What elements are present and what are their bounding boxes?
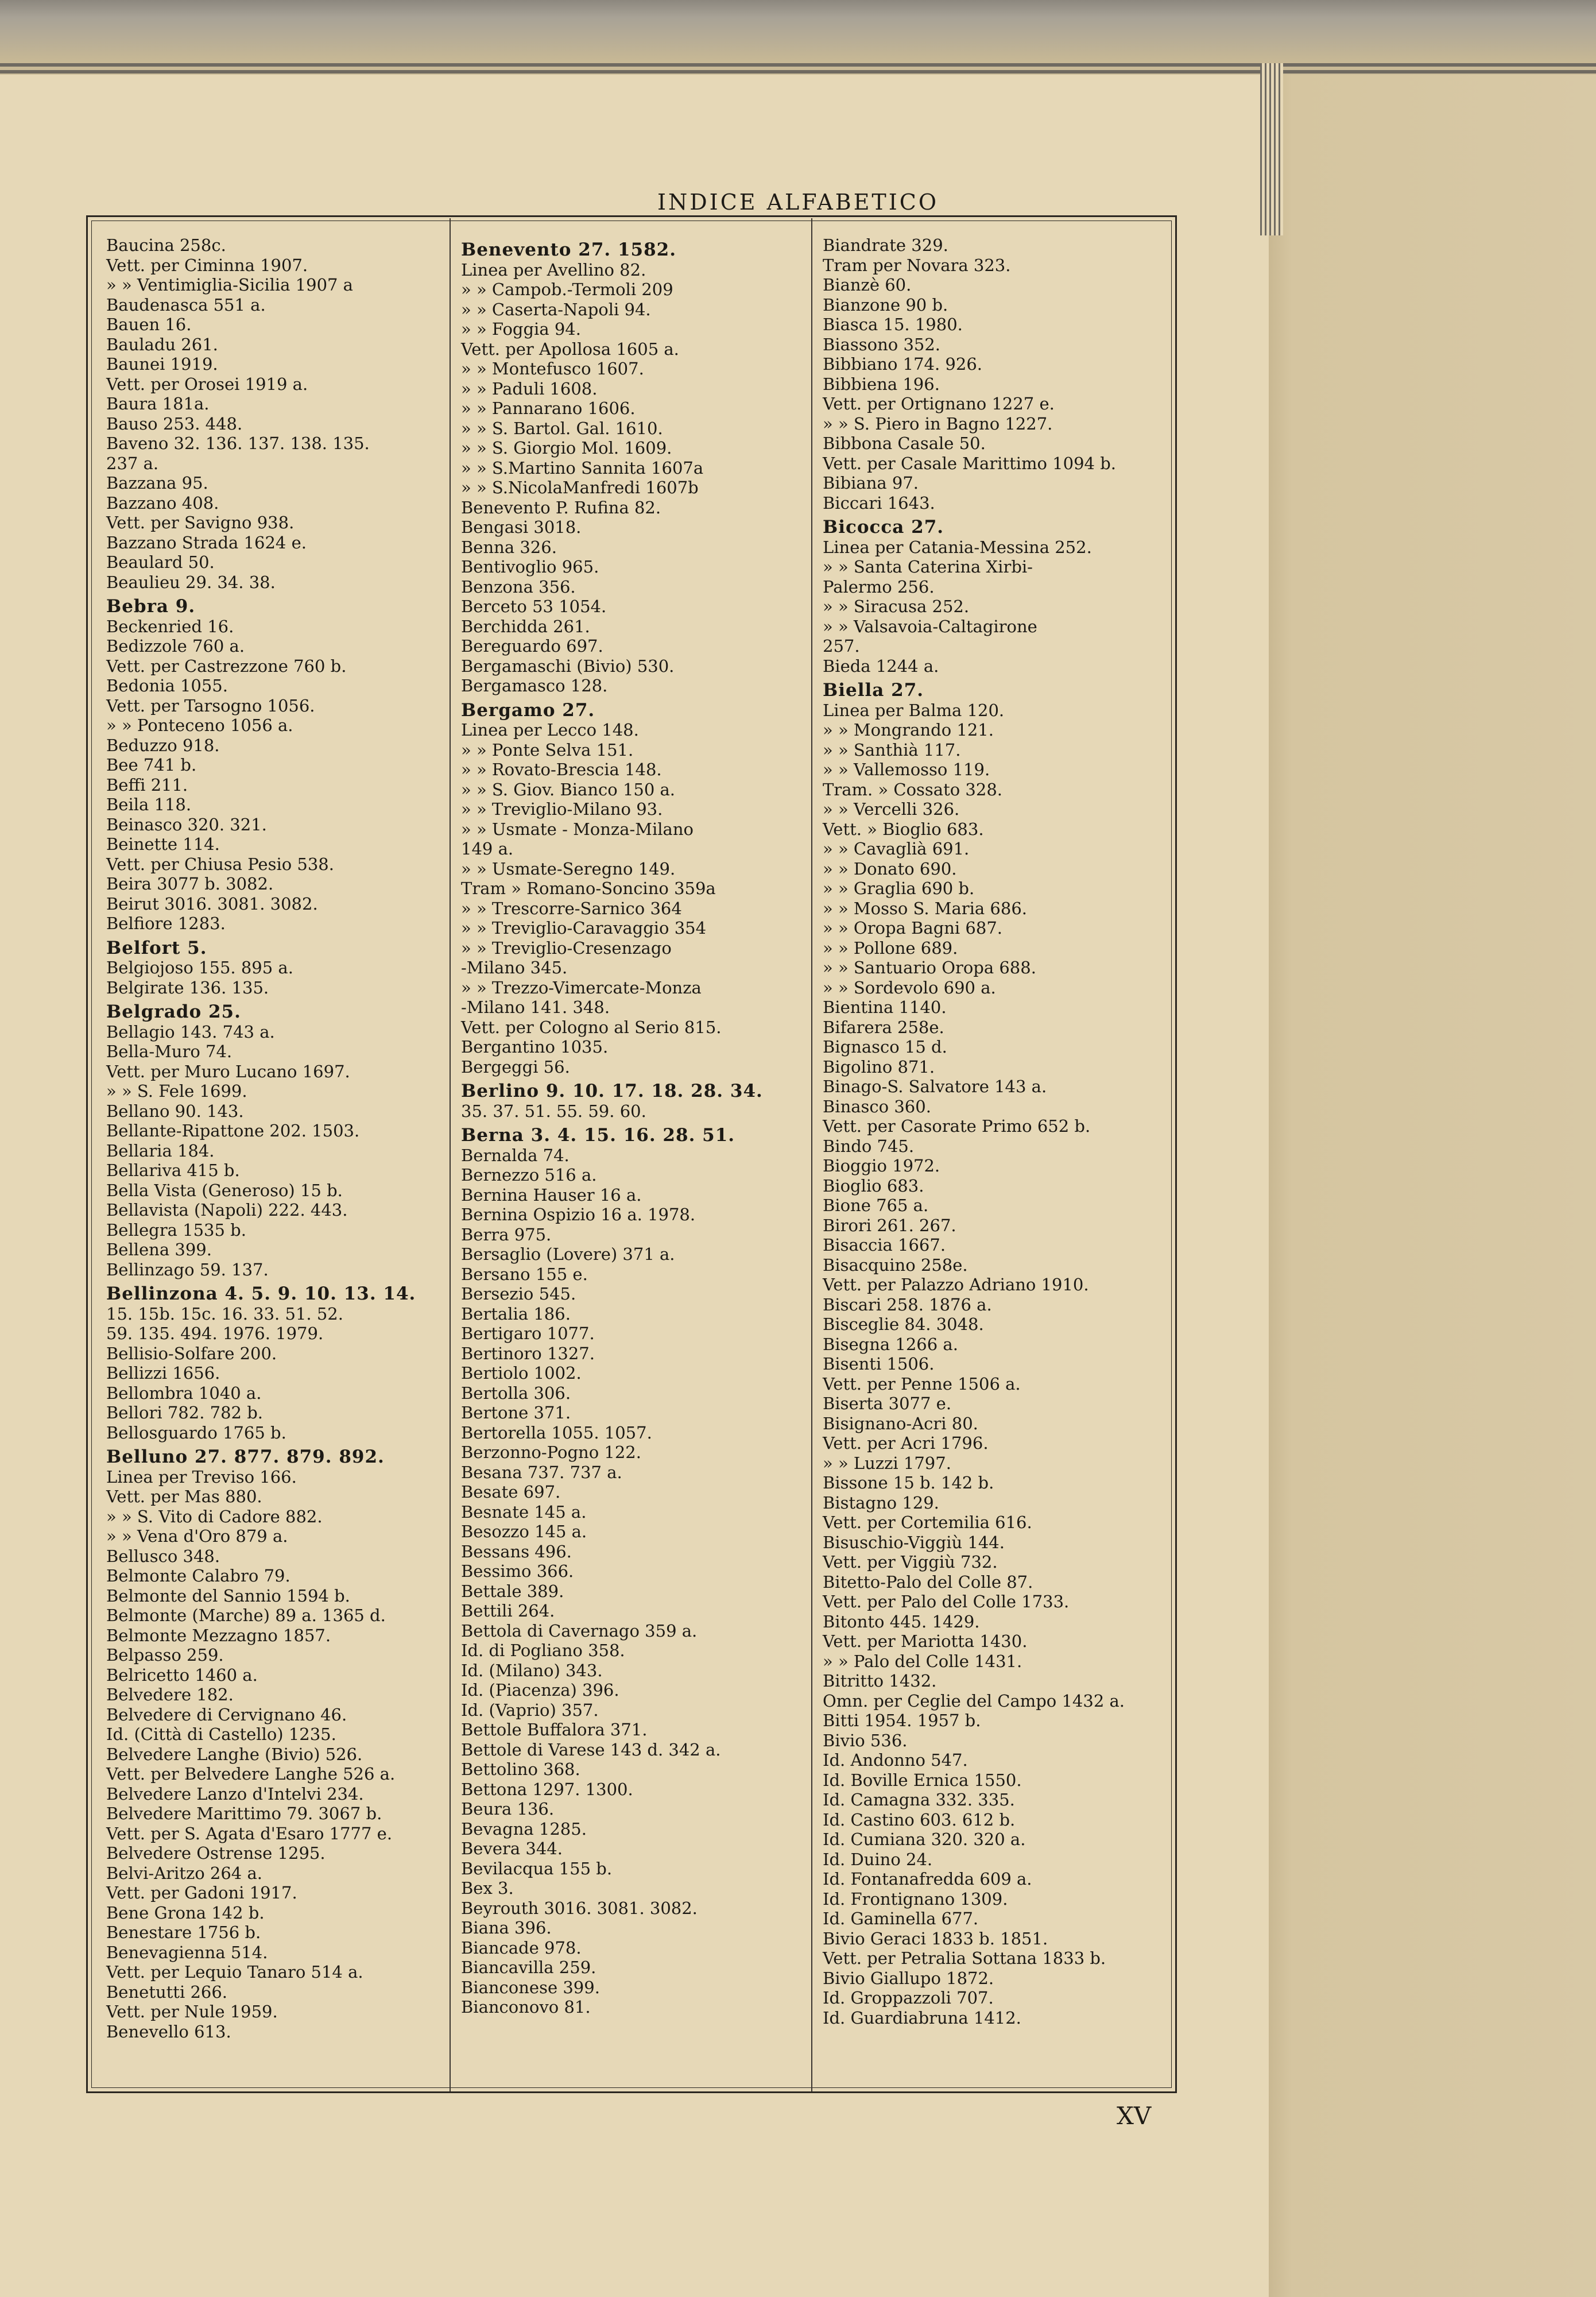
index-entry: Bistagno 129. <box>823 1492 939 1513</box>
index-entry: Bellosguardo 1765 b. <box>106 1422 286 1443</box>
index-entry: Tram per Novara 323. <box>823 255 1011 275</box>
index-entry: Belvedere Lanzo d'Intelvi 234. <box>106 1784 364 1804</box>
index-entry: Vett. per Acri 1796. <box>823 1433 989 1453</box>
index-entry: Bitetto-Palo del Colle 87. <box>823 1572 1033 1592</box>
index-entry: » » S.Martino Sannita 1607a <box>461 458 704 478</box>
index-entry: Vett. per Nule 1959. <box>106 2002 278 2021</box>
index-entry: Bevera 344. <box>461 1839 563 1858</box>
index-entry: Belvedere di Cervignano 46. <box>106 1704 347 1724</box>
index-entry: Berra 975. <box>461 1224 552 1244</box>
index-entry: Benevello 613. <box>106 2021 231 2041</box>
index-entry: Belvedere Langhe (Bivio) 526. <box>106 1744 363 1764</box>
index-entry: Vett. » Bioglio 683. <box>823 819 984 839</box>
index-entry: 237 a. <box>106 453 159 473</box>
index-entry: Bettale 389. <box>461 1581 564 1601</box>
index-entry: Beinasco 320. 321. <box>106 814 267 834</box>
index-entry: Bernina Ospizio 16 a. 1978. <box>461 1205 696 1224</box>
index-entry: » » S. Giorgio Mol. 1609. <box>461 438 672 458</box>
index-entry: Beira 3077 b. 3082. <box>106 874 274 894</box>
index-entry: » » Usmate-Seregno 149. <box>461 859 676 879</box>
index-entry: Id. (Città di Castello) 1235. <box>106 1724 336 1744</box>
index-entry: Vett. per Lequio Tanaro 514 a. <box>106 1962 363 1982</box>
index-entry: Berceto 53 1054. <box>461 597 607 616</box>
index-entry: Bellavista (Napoli) 222. 443. <box>106 1200 348 1220</box>
index-entry: Birori 261. 267. <box>823 1215 956 1235</box>
index-entry: Bicocca 27. <box>823 517 944 537</box>
index-entry: Linea per Balma 120. <box>823 700 1005 720</box>
index-entry: Id. Castino 603. 612 b. <box>823 1809 1016 1830</box>
index-entry: Id. Groppazzoli 707. <box>823 1988 994 2008</box>
index-entry: Bellusco 348. <box>106 1546 220 1566</box>
index-entry: Binasco 360. <box>823 1096 931 1116</box>
index-entry: Belfiore 1283. <box>106 914 226 933</box>
index-entry: Bernezzo 516 a. <box>461 1165 597 1185</box>
page-header <box>0 190 1596 215</box>
index-entry: » » Trescorre-Sarnico 364 <box>461 898 682 918</box>
index-entry: » » Paduli 1608. <box>461 378 598 399</box>
index-entry: Bersano 155 e. <box>461 1264 588 1284</box>
index-entry: -Milano 141. 348. <box>461 997 610 1017</box>
index-entry: 35. 37. 51. 55. 59. 60. <box>461 1101 646 1121</box>
index-entry: Bettole Buffalora 371. <box>461 1720 648 1739</box>
index-entry: Bellano 90. 143. <box>106 1101 244 1121</box>
index-entry: Beffi 211. <box>106 775 188 795</box>
index-entry: Bettona 1297. 1300. <box>461 1779 633 1799</box>
index-entry: Bindo 745. <box>823 1136 915 1156</box>
index-entry: Beirut 3016. 3081. 3082. <box>106 894 318 914</box>
index-entry: Id. Duino 24. <box>823 1849 933 1869</box>
index-entry: Vett. per Petralia Sottana 1833 b. <box>823 1948 1106 1968</box>
index-entry: Vett. per Gadoni 1917. <box>106 1883 297 1902</box>
index-entry: Vett. per Ciminna 1907. <box>106 255 308 275</box>
index-entry: Belmonte (Marche) 89 a. 1365 d. <box>106 1606 386 1625</box>
header-title: INDICE ALFABETICO <box>657 190 939 215</box>
index-entry: Belvedere Ostrense 1295. <box>106 1843 326 1863</box>
index-entry: Bettolino 368. <box>461 1760 580 1779</box>
index-entry: Bella-Muro 74. <box>106 1042 233 1061</box>
index-entry: Bella Vista (Generoso) 15 b. <box>106 1180 343 1200</box>
index-entry: Belfort 5. <box>106 937 207 958</box>
index-entry: Bellisio-Solfare 200. <box>106 1343 277 1363</box>
index-entry: Beckenried 16. <box>106 616 234 636</box>
index-entry: Besozzo 145 a. <box>461 1522 587 1541</box>
index-entry: Vett. per Penne 1506 a. <box>823 1374 1021 1394</box>
index-column-2 <box>461 235 797 2017</box>
index-entry: Benzona 356. <box>461 577 576 597</box>
index-entry: Binago-S. Salvatore 143 a. <box>823 1077 1047 1096</box>
index-entry: » » Graglia 690 b. <box>823 879 975 898</box>
index-entry: Vett. per Viggiù 732. <box>823 1552 998 1572</box>
index-entry: Id. (Vaprio) 357. <box>461 1700 599 1720</box>
index-entry: Baucina 258c. <box>106 235 226 255</box>
index-entry: Baura 181a. <box>106 394 210 413</box>
index-entry: Vett. per Savigno 938. <box>106 513 295 532</box>
index-entry: Palermo 256. <box>823 577 935 597</box>
index-entry: Bellante-Ripattone 202. 1503. <box>106 1121 360 1140</box>
index-entry: Bettili 264. <box>461 1601 555 1621</box>
index-entry: Baunei 1919. <box>106 354 218 374</box>
index-entry: Bisceglie 84. 3048. <box>823 1314 984 1334</box>
index-entry: Bertorella 1055. 1057. <box>461 1422 652 1443</box>
index-entry: Beura 136. <box>461 1799 555 1819</box>
index-entry: Bernalda 74. <box>461 1145 570 1165</box>
index-entry: Linea per Catania-Messina 252. <box>823 537 1092 557</box>
index-entry: Bigolino 871. <box>823 1057 935 1077</box>
index-entry: » » Donato 690. <box>823 859 957 879</box>
index-entry: Bengasi 3018. <box>461 517 582 537</box>
index-entry: Bellinzago 59. 137. <box>106 1259 269 1279</box>
index-entry: » » Rovato-Brescia 148. <box>461 760 662 779</box>
index-entry: Linea per Treviso 166. <box>106 1467 297 1487</box>
index-entry: Bauso 253. 448. <box>106 413 243 434</box>
index-entry: » » Usmate - Monza-Milano <box>461 819 694 839</box>
index-entry: Omn. per Ceglie del Campo 1432 a. <box>823 1691 1125 1711</box>
index-entry: Bissone 15 b. 142 b. <box>823 1473 994 1492</box>
index-entry: Id. (Piacenza) 396. <box>461 1680 619 1700</box>
index-entry: » » S. Vito di Cadore 882. <box>106 1506 323 1526</box>
index-entry: Bereguardo 697. <box>461 636 603 656</box>
index-entry: Bertalia 186. <box>461 1304 571 1324</box>
index-entry: » » Oropa Bagni 687. <box>823 918 1002 938</box>
index-entry: Bisaccia 1667. <box>823 1235 946 1255</box>
index-entry: Belmonte Calabro 79. <box>106 1566 290 1586</box>
index-entry: Berzonno-Pogno 122. <box>461 1443 641 1462</box>
column-separator <box>811 218 812 2091</box>
index-entry: Bene Grona 142 b. <box>106 1902 265 1923</box>
index-entry: Bertigaro 1077. <box>461 1324 595 1343</box>
index-entry: » » Montefusco 1607. <box>461 359 644 378</box>
index-entry: Belgirate 136. 135. <box>106 977 269 997</box>
index-entry: Bignasco 15 d. <box>823 1037 947 1057</box>
index-entry: » » Cavaglià 691. <box>823 839 970 859</box>
index-entry: Vett. per Castrezzone 760 b. <box>106 656 347 676</box>
index-entry: Baudenasca 551 a. <box>106 295 266 315</box>
index-entry: Benestare 1756 b. <box>106 1923 261 1942</box>
index-entry: » » Santa Caterina Xirbi- <box>823 557 1033 577</box>
index-entry: » » Foggia 94. <box>461 319 581 339</box>
index-entry: Bauen 16. <box>106 315 192 334</box>
index-entry: Benevento 27. 1582. <box>461 239 677 260</box>
index-entry: Id. Gaminella 677. <box>823 1909 979 1928</box>
index-entry: Belmonte del Sannio 1594 b. <box>106 1586 350 1606</box>
index-entry: Bergamo 27. <box>461 699 595 721</box>
index-entry: Bianzè 60. <box>823 275 912 295</box>
index-entry: Bee 741 b. <box>106 755 197 775</box>
index-entry: » » Sordevolo 690 a. <box>823 977 996 997</box>
index-entry: » » Vallemosso 119. <box>823 760 990 779</box>
index-entry: Belricetto 1460 a. <box>106 1665 258 1685</box>
index-entry: Vett. per Casorate Primo 652 b. <box>823 1116 1091 1136</box>
index-entry: Bettola di Cavernago 359 a. <box>461 1621 698 1641</box>
index-entry: Bianconovo 81. <box>461 1997 591 2017</box>
index-entry: Vett. per Palo del Colle 1733. <box>823 1592 1070 1611</box>
index-entry: Vett. per Cortemilia 616. <box>823 1513 1032 1532</box>
index-entry: Bazzano Strada 1624 e. <box>106 532 307 552</box>
index-entry: Bergamaschi (Bivio) 530. <box>461 656 675 676</box>
index-entry: » » Siracusa 252. <box>823 597 970 616</box>
index-entry: Vett. per Mas 880. <box>106 1487 262 1506</box>
index-entry: Bebra 9. <box>106 596 196 617</box>
index-entry: Baveno 32. 136. 137. 138. 135. <box>106 434 370 453</box>
index-entry: » » Santuario Oropa 688. <box>823 958 1036 977</box>
index-entry: Bivio Giallupo 1872. <box>823 1968 994 1988</box>
index-entry: » » S. Piero in Bagno 1227. <box>823 413 1053 434</box>
index-entry: Id. (Milano) 343. <box>461 1660 603 1680</box>
index-entry: Bernina Hauser 16 a. <box>461 1185 642 1205</box>
index-entry: » » Caserta-Napoli 94. <box>461 299 651 319</box>
index-entry: Biancavilla 259. <box>461 1958 596 1977</box>
index-entry: Bioglio 683. <box>823 1175 924 1196</box>
index-entry: Besate 697. <box>461 1482 561 1502</box>
index-entry: Id. Boville Ernica 1550. <box>823 1770 1022 1790</box>
index-entry: Bisenti 1506. <box>823 1354 935 1374</box>
index-entry: Bertolla 306. <box>461 1383 571 1403</box>
index-entry: » » Ponte Selva 151. <box>461 740 634 760</box>
index-entry: Bersaglio (Lovere) 371 a. <box>461 1244 675 1264</box>
index-entry: » » S. Giov. Bianco 150 a. <box>461 779 676 799</box>
index-entry: Bellizzi 1656. <box>106 1363 220 1383</box>
index-entry: Id. Frontignano 1309. <box>823 1889 1008 1909</box>
index-entry: Vett. per Muro Lucano 1697. <box>106 1061 350 1081</box>
index-entry: Benetutti 266. <box>106 1982 228 2002</box>
index-entry: Biella 27. <box>823 680 924 701</box>
index-entry: Bibbona Casale 50. <box>823 434 986 453</box>
index-entry: Berna 3. 4. 15. 16. 28. 51. <box>461 1125 735 1146</box>
index-entry: » » Treviglio-Milano 93. <box>461 799 663 819</box>
index-entry: Id. Camagna 332. 335. <box>823 1790 1015 1809</box>
index-entry: 59. 135. 494. 1976. 1979. <box>106 1324 324 1343</box>
index-entry: Berchidda 261. <box>461 616 590 636</box>
index-entry: Bessimo 366. <box>461 1561 574 1581</box>
index-entry: Vett. per Casale Marittimo 1094 b. <box>823 453 1116 473</box>
index-entry: Beyrouth 3016. 3081. 3082. <box>461 1898 698 1918</box>
index-entry: » » Ventimiglia-Sicilia 1907 a <box>106 275 353 295</box>
index-entry: Bientina 1140. <box>823 997 947 1017</box>
index-entry: Bitti 1954. 1957 b. <box>823 1711 981 1730</box>
index-entry: Bellombra 1040 a. <box>106 1383 262 1403</box>
index-entry: Bieda 1244 a. <box>823 656 939 676</box>
index-entry: Biana 396. <box>461 1918 552 1938</box>
index-entry: Bertiolo 1002. <box>461 1363 582 1383</box>
index-entry: Bitonto 445. 1429. <box>823 1611 980 1631</box>
index-entry: Bergeggi 56. <box>461 1057 570 1077</box>
index-entry: Bevagna 1285. <box>461 1819 587 1839</box>
index-entry: 257. <box>823 636 860 656</box>
index-entry: Belgrado 25. <box>106 1001 241 1022</box>
index-entry: » » S. Bartol. Gal. 1610. <box>461 418 663 438</box>
index-entry: Bentivoglio 965. <box>461 557 599 577</box>
index-entry: Biandrate 329. <box>823 235 948 255</box>
index-entry: Bitritto 1432. <box>823 1671 937 1691</box>
index-entry: Bellinzona 4. 5. 9. 10. 13. 14. <box>106 1283 416 1304</box>
index-entry: Belgiojoso 155. 895 a. <box>106 958 293 977</box>
index-entry: Belluno 27. 877. 879. 892. <box>106 1447 385 1467</box>
index-entry: Bergamasco 128. <box>461 676 608 695</box>
index-entry: Bazzana 95. <box>106 473 208 493</box>
index-entry: Bibbiano 174. 926. <box>823 354 982 374</box>
index-entry: Id. Andonno 547. <box>823 1750 968 1770</box>
index-entry: Bedizzole 760 a. <box>106 636 245 656</box>
index-entry: Id. Cumiana 320. 320 a. <box>823 1830 1026 1849</box>
index-entry: Bellena 399. <box>106 1240 212 1259</box>
index-entry: Bellegra 1535 b. <box>106 1220 246 1240</box>
index-entry: » » Santhià 117. <box>823 740 961 760</box>
index-entry: Id. di Pogliano 358. <box>461 1641 625 1660</box>
index-entry: Vett. per Orosei 1919 a. <box>106 374 308 394</box>
index-entry: Bertone 371. <box>461 1403 571 1422</box>
index-entry: Belvedere Marittimo 79. 3067 b. <box>106 1804 382 1823</box>
index-entry: » » Valsavoia-Caltagirone <box>823 616 1037 636</box>
index-entry: » » S.NicolaManfredi 1607b <box>461 478 699 497</box>
index-entry: Bibbiena 196. <box>823 374 940 394</box>
index-entry: Bivio 536. <box>823 1730 908 1750</box>
index-entry: Vett. per S. Agata d'Esaro 1777 e. <box>106 1823 393 1843</box>
index-entry: Beaulieu 29. 34. 38. <box>106 572 276 592</box>
index-entry: Vett. per Tarsogno 1056. <box>106 695 315 716</box>
index-entry: Id. Guardiabruna 1412. <box>823 2008 1021 2028</box>
index-entry: Bioggio 1972. <box>823 1156 940 1175</box>
index-entry: Besana 737. 737 a. <box>461 1462 622 1482</box>
index-entry: Bellariva 415 b. <box>106 1161 240 1180</box>
index-entry: Bianzone 90 b. <box>823 295 948 315</box>
index-entry: Bifarera 258e. <box>823 1017 944 1037</box>
index-entry: Linea per Avellino 82. <box>461 260 646 280</box>
index-entry: Vett. per Chiusa Pesio 538. <box>106 854 334 874</box>
index-entry: » » Pannarano 1606. <box>461 399 636 418</box>
index-entry: Id. Fontanafredda 609 a. <box>823 1869 1032 1889</box>
index-entry: Benna 326. <box>461 537 557 557</box>
index-entry: Beinette 114. <box>106 834 220 854</box>
index-entry: » » Luzzi 1797. <box>823 1453 951 1473</box>
index-entry: Biancade 978. <box>461 1938 582 1958</box>
index-entry: Berlino 9. 10. 17. 18. 28. 34. <box>461 1081 763 1101</box>
index-entry: Bellori 782. 782 b. <box>106 1403 263 1422</box>
index-entry: Bisignano-Acri 80. <box>823 1413 978 1433</box>
index-column-3 <box>823 235 1161 2028</box>
index-entry: » » Trezzo-Vimercate-Monza <box>461 977 702 997</box>
index-entry: Biccari 1643. <box>823 493 935 513</box>
index-entry: Bergantino 1035. <box>461 1037 609 1057</box>
page-number: XV <box>1117 2102 1152 2130</box>
index-entry: Bione 765 a. <box>823 1196 929 1215</box>
index-entry: -Milano 345. <box>461 958 568 977</box>
index-entry: Linea per Lecco 148. <box>461 720 639 740</box>
index-entry: » » Mongrando 121. <box>823 720 994 740</box>
index-entry: Belvedere 182. <box>106 1685 234 1704</box>
index-entry: Bisuschio-Viggiù 144. <box>823 1532 1005 1552</box>
index-entry: Vett. per Palazzo Adriano 1910. <box>823 1275 1089 1294</box>
column-separator <box>450 218 451 2091</box>
index-entry: Biasca 15. 1980. <box>823 315 963 334</box>
index-entry: » » Palo del Colle 1431. <box>823 1651 1022 1671</box>
index-entry: Bauladu 261. <box>106 334 218 354</box>
index-entry: Belpasso 259. <box>106 1645 224 1665</box>
index-entry: Vett. per Ortignano 1227 e. <box>823 394 1055 413</box>
index-entry: » » Vercelli 326. <box>823 799 960 819</box>
index-entry: Benevagienna 514. <box>106 1942 268 1962</box>
index-entry: Bianconese 399. <box>461 1977 600 1997</box>
index-entry: » » Treviglio-Caravaggio 354 <box>461 918 707 938</box>
index-entry: Vett. per Cologno al Serio 815. <box>461 1017 722 1037</box>
index-entry: 149 a. <box>461 839 514 859</box>
index-entry: » » Vena d'Oro 879 a. <box>106 1526 288 1546</box>
index-entry: Bessans 496. <box>461 1541 572 1561</box>
index-entry: Bellaria 184. <box>106 1140 215 1161</box>
index-entry: Beila 118. <box>106 795 192 814</box>
index-entry: » » Mosso S. Maria 686. <box>823 898 1027 918</box>
index-entry: » » Campob.-Termoli 209 <box>461 280 673 299</box>
index-entry: » » S. Fele 1699. <box>106 1081 247 1101</box>
index-entry: Bevilacqua 155 b. <box>461 1858 613 1878</box>
index-entry: 15. 15b. 15c. 16. 33. 51. 52. <box>106 1304 343 1324</box>
index-entry: Bibiana 97. <box>823 473 919 493</box>
index-entry: Belvi-Aritzo 264 a. <box>106 1863 262 1883</box>
index-entry: Beaulard 50. <box>106 552 215 572</box>
index-entry: Biassono 352. <box>823 334 941 354</box>
index-entry: Bellagio 143. 743 a. <box>106 1022 275 1042</box>
index-entry: Bersezio 545. <box>461 1284 576 1304</box>
index-entry: Bisegna 1266 a. <box>823 1334 958 1354</box>
index-entry: Besnate 145 a. <box>461 1502 587 1522</box>
index-entry: » » Pollone 689. <box>823 938 958 958</box>
index-entry: Belmonte Mezzagno 1857. <box>106 1625 331 1645</box>
index-entry: Vett. per Apollosa 1605 a. <box>461 339 679 359</box>
book-spine-edge <box>1269 75 1596 2297</box>
index-entry: » » Treviglio-Cresenzago <box>461 938 672 958</box>
index-entry: Vett. per Belvedere Langhe 526 a. <box>106 1764 396 1784</box>
index-entry: Tram » Romano-Soncino 359a <box>461 879 716 898</box>
index-entry: Bettole di Varese 143 d. 342 a. <box>461 1739 721 1760</box>
index-entry: Benevento P. Rufina 82. <box>461 497 661 517</box>
index-entry: Biscari 258. 1876 a. <box>823 1294 992 1314</box>
index-entry: Beduzzo 918. <box>106 735 220 755</box>
index-entry: Bertinoro 1327. <box>461 1343 595 1363</box>
index-column-1 <box>106 235 433 2041</box>
index-entry: Bazzano 408. <box>106 493 219 513</box>
index-entry: Bedonia 1055. <box>106 676 228 695</box>
index-entry: Bivio Geraci 1833 b. 1851. <box>823 1928 1048 1948</box>
index-entry: Vett. per Mariotta 1430. <box>823 1631 1028 1651</box>
index-entry: Biserta 3077 e. <box>823 1394 952 1413</box>
index-entry: » » Ponteceno 1056 a. <box>106 716 293 735</box>
index-entry: Bisacquino 258e. <box>823 1255 968 1275</box>
index-entry: Tram. » Cossato 328. <box>823 779 1002 799</box>
index-entry: Bex 3. <box>461 1878 514 1898</box>
